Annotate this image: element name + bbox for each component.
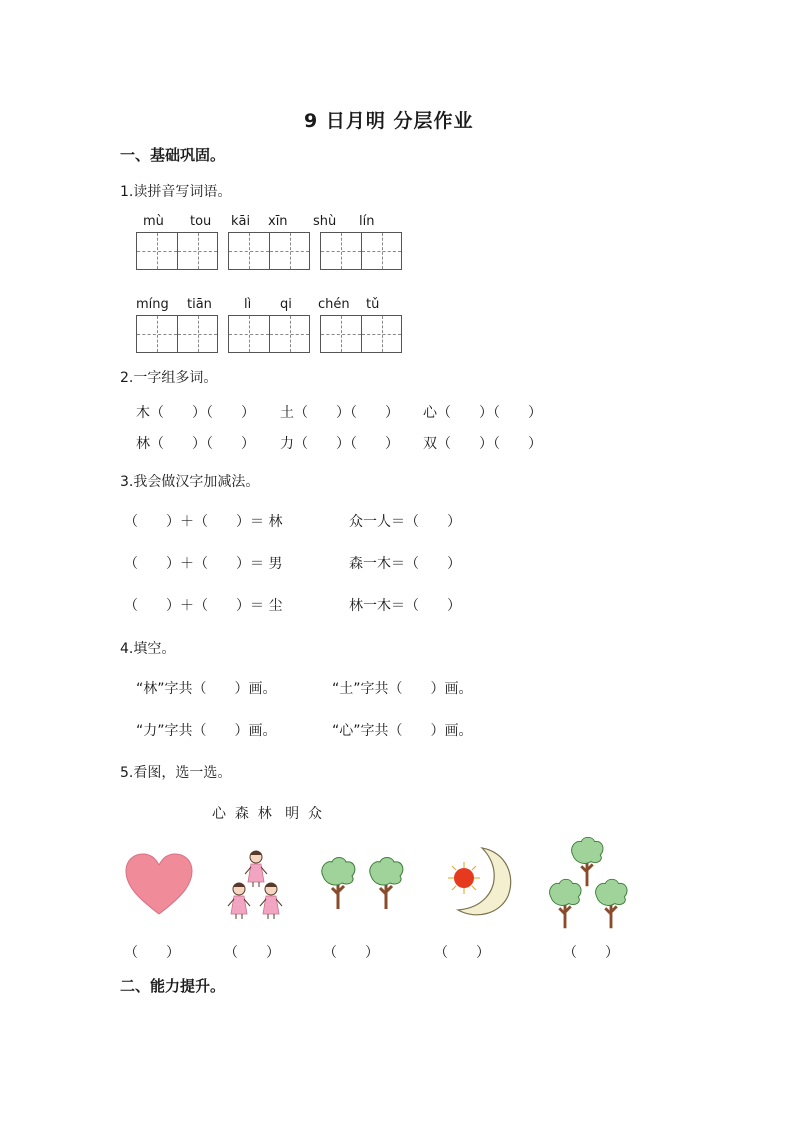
pinyin: shù — [313, 214, 337, 229]
page-title: 9 日月明 分层作业 — [304, 110, 474, 132]
picture-answer-blank[interactable]: （ ） — [323, 945, 379, 961]
pinyin: qi — [280, 297, 292, 312]
section-heading-basic: 一、基础巩固。 — [120, 146, 226, 164]
sun-and-moon-picture — [442, 846, 518, 920]
picture-answer-blank[interactable]: （ ） — [563, 945, 619, 961]
addition-blank[interactable]: （ ）＋（ ）＝ 尘 — [124, 598, 283, 614]
picture-answer-blank[interactable]: （ ） — [224, 945, 280, 961]
pinyin: tǔ — [366, 297, 380, 312]
pinyin: lín — [359, 214, 375, 229]
stroke-count-blank[interactable]: “力”字共（ ）画。 — [136, 723, 277, 739]
writing-grid[interactable] — [320, 315, 402, 353]
word-group-blank[interactable]: 力（ ）（ ） — [280, 436, 399, 452]
stroke-count-blank[interactable]: “心”字共（ ）画。 — [332, 723, 473, 739]
word-group-blank[interactable]: 双（ ）（ ） — [423, 436, 542, 452]
heart-picture — [124, 852, 194, 916]
pinyin: kāi — [231, 214, 251, 229]
three-trees-picture — [546, 834, 636, 930]
pinyin: mù — [143, 214, 164, 229]
section-heading-advanced: 二、能力提升。 — [120, 977, 226, 995]
word-group-blank[interactable]: 心（ ）（ ） — [423, 405, 542, 421]
addition-blank[interactable]: （ ）＋（ ）＝ 林 — [124, 514, 283, 530]
character-options: 心 森 林 明 众 — [212, 806, 323, 822]
stroke-count-blank[interactable]: “土”字共（ ）画。 — [332, 681, 473, 697]
subtraction-blank[interactable]: 众一人＝（ ） — [349, 514, 461, 530]
word-group-blank[interactable]: 林（ ）（ ） — [136, 436, 255, 452]
question-2-label: 2.一字组多词。 — [120, 370, 218, 386]
addition-blank[interactable]: （ ）＋（ ）＝ 男 — [124, 556, 283, 572]
question-1-label: 1.读拼音写词语。 — [120, 184, 232, 200]
word-group-blank[interactable]: 土（ ）（ ） — [280, 405, 399, 421]
question-4-label: 4.填空。 — [120, 641, 176, 657]
picture-answer-blank[interactable]: （ ） — [124, 945, 180, 961]
question-5-label: 5.看图，选一选。 — [120, 765, 232, 781]
pinyin: míng — [136, 297, 169, 312]
three-people-picture — [226, 846, 286, 922]
writing-grid[interactable] — [136, 315, 218, 353]
writing-grid[interactable] — [136, 232, 218, 270]
question-3-label: 3.我会做汉字加减法。 — [120, 474, 260, 490]
pinyin: tou — [190, 214, 212, 229]
writing-grid[interactable] — [228, 232, 310, 270]
pinyin: chén — [318, 297, 350, 312]
two-trees-picture — [318, 854, 414, 912]
writing-grid[interactable] — [228, 315, 310, 353]
pinyin: xīn — [268, 214, 288, 229]
word-group-blank[interactable]: 木（ ）（ ） — [136, 405, 255, 421]
picture-answer-blank[interactable]: （ ） — [434, 945, 490, 961]
subtraction-blank[interactable]: 林一木＝（ ） — [349, 598, 461, 614]
pinyin: lì — [244, 297, 252, 312]
pinyin: tiān — [187, 297, 212, 312]
stroke-count-blank[interactable]: “林”字共（ ）画。 — [136, 681, 277, 697]
subtraction-blank[interactable]: 森一木＝（ ） — [349, 556, 461, 572]
writing-grid[interactable] — [320, 232, 402, 270]
